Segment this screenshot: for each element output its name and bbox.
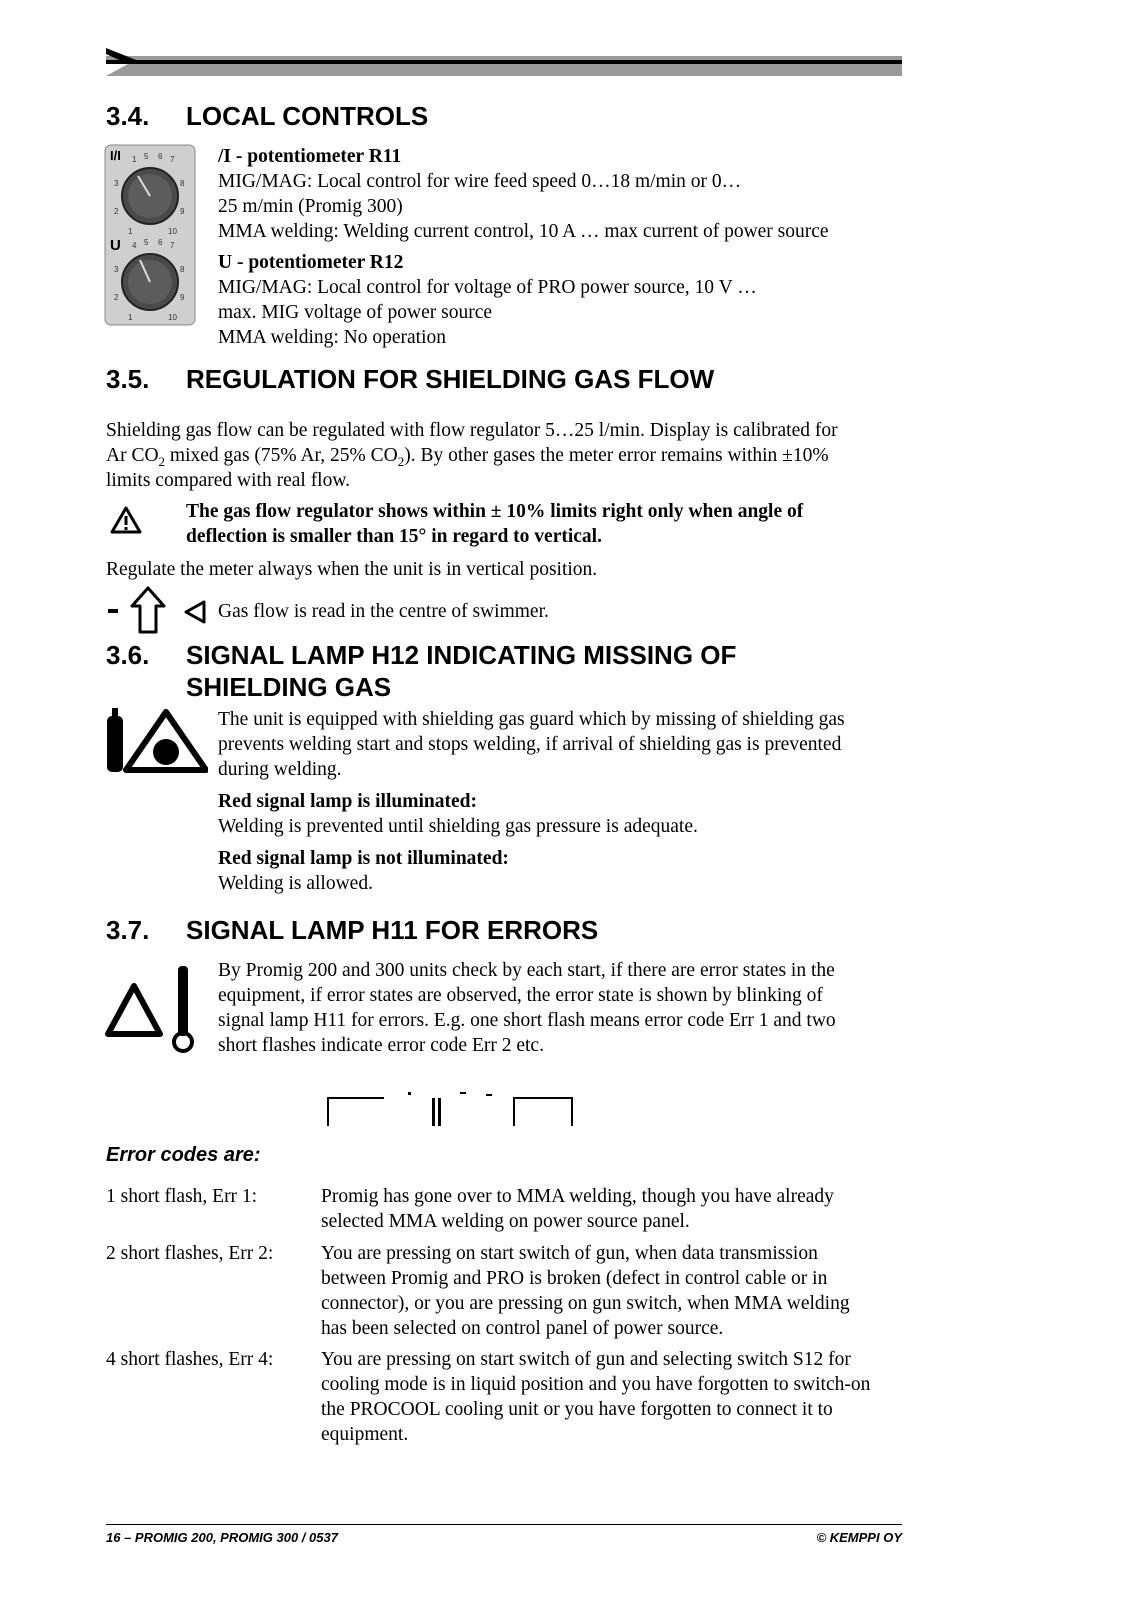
section-title: LOCAL CONTROLS	[186, 101, 429, 131]
error-code-label: 4 short flashes, Err 4:	[106, 1349, 274, 1370]
lamp-not-illuminated-title: Red signal lamp is not illuminated:	[218, 848, 509, 869]
error-code-row	[106, 1184, 906, 1236]
lamp-not-illuminated-block	[218, 846, 898, 896]
paragraph-line: Ar $CO_2$ mixed gas (75% Ar, 25% $CO_2$). By other gases the meter error remains within ±10%	[106, 445, 829, 469]
error-code-description	[321, 1184, 921, 1234]
gas-cylinder-warning-icon	[104, 706, 208, 776]
description-line: cooling mode is in liquid position and you have forgotten to switch-on	[321, 1374, 871, 1395]
section-number: 3.4.	[106, 101, 150, 131]
paragraph-line: equipment, if error states are observed, the error state is shown by blinking of	[218, 985, 823, 1006]
paragraph-line: By Promig 200 and 300 units check by each start, if there are error states in the	[218, 960, 835, 981]
header-bar	[106, 48, 902, 84]
error-codes-heading: Error codes are:	[106, 1144, 261, 1166]
svg-text:9: 9	[180, 293, 185, 302]
paragraph-line: Shielding gas flow can be regulated with flow regulator 5…25 l/min. Display is calibrated for	[106, 420, 838, 441]
svg-text:5: 5	[144, 152, 149, 161]
svg-text:8: 8	[180, 179, 185, 188]
footer-rule	[106, 1524, 902, 1525]
lamp-illuminated-title: Red signal lamp is illuminated:	[218, 791, 477, 812]
svg-text:3: 3	[114, 179, 119, 188]
description-line: between Promig and PRO is broken (defect in control cable or in	[321, 1268, 828, 1289]
gas-flow-paragraph	[106, 418, 906, 493]
paragraph-line: signal lamp H11 for errors. E.g. one short flash means error code Err 1 and two	[218, 1010, 836, 1031]
error-code-row	[106, 1347, 906, 1449]
svg-text:1: 1	[128, 313, 133, 322]
paragraph-line: prevents welding start and stops welding, if arrival of shielding gas is prevented	[218, 734, 842, 755]
r11-title: /I - potentiometer R11	[218, 146, 402, 167]
section-title: SIGNAL LAMP H11 FOR ERRORS	[186, 915, 599, 945]
svg-text:10: 10	[168, 227, 177, 236]
gas-guard-paragraph	[218, 707, 898, 782]
warning-line: deflection is smaller than 15° in regard to vertical.	[186, 526, 602, 547]
description-line: selected MMA welding on power source panel.	[321, 1211, 690, 1232]
description-line: You are pressing on start switch of gun, when data transmission	[321, 1243, 818, 1264]
potentiometer-panel-image	[104, 144, 196, 326]
r11-description	[218, 144, 898, 244]
svg-text:7: 7	[170, 241, 175, 250]
paragraph-line: The unit is equipped with shielding gas guard which by missing of shielding gas	[218, 709, 845, 730]
paragraph-line: limits compared with real flow.	[106, 470, 351, 491]
regulate-text: Regulate the meter always when the unit is in vertical position.	[106, 559, 598, 580]
svg-text:2: 2	[114, 293, 119, 302]
svg-text:6: 6	[158, 152, 163, 161]
svg-text:1: 1	[128, 227, 133, 236]
svg-text:7: 7	[170, 155, 175, 164]
warning-triangle-icon	[110, 506, 142, 534]
svg-text:6: 6	[158, 238, 163, 247]
error-lamp-paragraph	[218, 958, 898, 1058]
section-number: 3.7.	[106, 915, 150, 945]
r12-text-line: MIG/MAG: Local control for voltage of PRO power source, 10 V …	[218, 277, 757, 298]
error-code-label: 2 short flashes, Err 2:	[106, 1243, 274, 1264]
description-line: has been selected on control panel of power source.	[321, 1318, 724, 1339]
description-line: You are pressing on start switch of gun and selecting switch S12 for	[321, 1349, 851, 1370]
section-heading-local-controls	[106, 101, 906, 133]
section-heading-signal-lamp-h11	[106, 915, 906, 947]
r11-text-line: MIG/MAG: Local control for wire feed speed 0…18 m/min or 0…	[218, 171, 742, 192]
description-line: Promig has gone over to MMA welding, though you have already	[321, 1186, 834, 1207]
lamp-illuminated-text: Welding is prevented until shielding gas pressure is adequate.	[218, 816, 698, 837]
error-code-label: 1 short flash, Err 1:	[106, 1186, 258, 1207]
svg-text:8: 8	[180, 265, 185, 274]
r11-text-line: MMA welding: Welding current control, 10 A … max current of power source	[218, 221, 829, 242]
svg-text:9: 9	[180, 207, 185, 216]
swimmer-arrow-icon	[106, 584, 210, 636]
error-code-row	[106, 1241, 906, 1343]
footer-right: © KEMPPI OY	[816, 1530, 902, 1545]
r12-text-line: max. MIG voltage of power source	[218, 302, 492, 323]
section-number: 3.6.	[106, 640, 150, 670]
description-line: the PROCOOL cooling unit or you have forgotten to connect it to	[321, 1399, 833, 1420]
footer-left: 16 – PROMIG 200, PROMIG 300 / 0537	[106, 1530, 338, 1545]
swimmer-text: Gas flow is read in the centre of swimmer.	[218, 601, 549, 622]
section-title: REGULATION FOR SHIELDING GAS FLOW	[186, 364, 715, 394]
svg-text:5: 5	[144, 238, 149, 247]
section-number: 3.5.	[106, 364, 150, 394]
panel-label-voltage: U	[110, 237, 121, 254]
gas-flow-warning	[186, 499, 886, 549]
lamp-illuminated-block	[218, 789, 898, 839]
r12-text-line: MMA welding: No operation	[218, 327, 447, 348]
svg-text:2: 2	[114, 207, 119, 216]
r11-text-line: 25 m/min (Promig 300)	[218, 196, 403, 217]
error-code-description	[321, 1241, 921, 1341]
error-code-description	[321, 1347, 921, 1447]
paragraph-line: during welding.	[218, 759, 342, 780]
svg-text:4: 4	[132, 241, 137, 250]
r12-title: U - potentiometer R12	[218, 252, 404, 273]
warning-line: The gas flow regulator shows within ± 10% limits right only when angle of	[186, 501, 804, 522]
description-line: equipment.	[321, 1424, 409, 1445]
r12-description	[218, 250, 898, 350]
paragraph-line: short flashes indicate error code Err 2 etc.	[218, 1035, 544, 1056]
section-title-line: SHIELDING GAS	[186, 672, 392, 702]
section-heading-signal-lamp-h12	[106, 640, 906, 704]
flash-signal-diagram	[326, 1090, 578, 1128]
lamp-not-illuminated-text: Welding is allowed.	[218, 873, 373, 894]
svg-text:3: 3	[114, 265, 119, 274]
description-line: connector), or you are pressing on gun switch, when MMA welding	[321, 1293, 850, 1314]
error-warning-icon	[104, 962, 208, 1056]
section-heading-gas-flow	[106, 364, 906, 396]
panel-label-current: I/I	[110, 148, 121, 163]
section-title-line: SIGNAL LAMP H12 INDICATING MISSING OF	[186, 640, 737, 670]
svg-text:10: 10	[168, 313, 177, 322]
svg-text:1: 1	[132, 155, 137, 164]
